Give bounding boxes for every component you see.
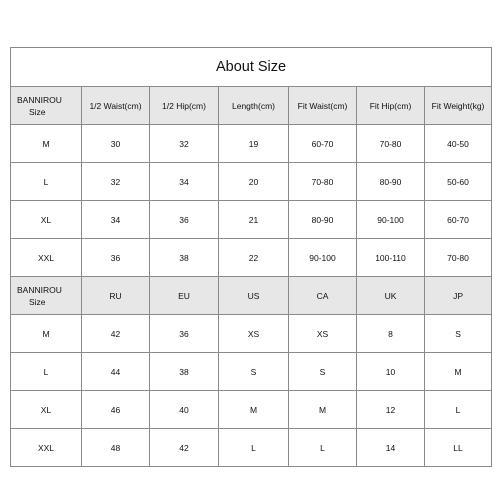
column-header: CA	[289, 277, 357, 315]
table-cell: 40	[150, 391, 219, 429]
table-cell: 32	[82, 163, 150, 201]
table-cell: 21	[219, 201, 289, 239]
table-cell: M	[219, 391, 289, 429]
table-cell: 36	[150, 315, 219, 353]
table-cell: 14	[357, 429, 425, 467]
table-cell: 42	[150, 429, 219, 467]
column-header: US	[219, 277, 289, 315]
table-cell: 22	[219, 239, 289, 277]
table-row	[11, 201, 492, 239]
table-cell: 10	[357, 353, 425, 391]
column-header: JP	[425, 277, 492, 315]
table-cell: 90-100	[289, 239, 357, 277]
table-row	[11, 315, 492, 353]
size-table	[10, 47, 492, 467]
table-cell: 48	[82, 429, 150, 467]
table-row	[11, 125, 492, 163]
column-header: Fit Weight(kg)	[425, 87, 492, 125]
table-cell: L	[289, 429, 357, 467]
table-row	[11, 239, 492, 277]
table-cell: 38	[150, 353, 219, 391]
size-label-cell: L	[11, 163, 82, 201]
table-cell: XS	[289, 315, 357, 353]
table-cell: 44	[82, 353, 150, 391]
table-cell: XS	[219, 315, 289, 353]
table-cell: 80-90	[357, 163, 425, 201]
size-label-cell: XL	[11, 391, 82, 429]
size-label-cell: XL	[11, 201, 82, 239]
column-header: 1/2 Waist(cm)	[82, 87, 150, 125]
table2-header-row	[11, 277, 492, 315]
table-cell: 90-100	[357, 201, 425, 239]
table-cell: 36	[150, 201, 219, 239]
table-cell: 34	[82, 201, 150, 239]
table-cell: 70-80	[289, 163, 357, 201]
table-cell: 70-80	[357, 125, 425, 163]
size-label-cell: XXL	[11, 429, 82, 467]
table-cell: S	[219, 353, 289, 391]
table-row	[11, 391, 492, 429]
table-cell: 40-50	[425, 125, 492, 163]
table-cell: L	[425, 391, 492, 429]
table-cell: 46	[82, 391, 150, 429]
table-cell: 32	[150, 125, 219, 163]
table-cell: M	[289, 391, 357, 429]
table-cell: 42	[82, 315, 150, 353]
size-label-cell: M	[11, 125, 82, 163]
table-cell: 19	[219, 125, 289, 163]
table-row	[11, 353, 492, 391]
size-label-cell: M	[11, 315, 82, 353]
table-cell: 34	[150, 163, 219, 201]
table-row	[11, 429, 492, 467]
table-cell: L	[219, 429, 289, 467]
table-cell: 60-70	[289, 125, 357, 163]
table-row	[11, 163, 492, 201]
table-cell: S	[425, 315, 492, 353]
table-cell: 36	[82, 239, 150, 277]
column-header: UK	[357, 277, 425, 315]
table-cell: LL	[425, 429, 492, 467]
table-cell: M	[425, 353, 492, 391]
table-title: About Size	[11, 48, 492, 87]
brand-size-header: BANNIROU Size	[11, 277, 82, 315]
table-cell: 80-90	[289, 201, 357, 239]
column-header: Fit Waist(cm)	[289, 87, 357, 125]
column-header: EU	[150, 277, 219, 315]
table-cell: 8	[357, 315, 425, 353]
brand-size-header: BANNIROU Size	[11, 87, 82, 125]
table-cell: 60-70	[425, 201, 492, 239]
table-cell: S	[289, 353, 357, 391]
table-cell: 50-60	[425, 163, 492, 201]
size-label-cell: L	[11, 353, 82, 391]
table-cell: 30	[82, 125, 150, 163]
column-header: Length(cm)	[219, 87, 289, 125]
table1-header-row	[11, 87, 492, 125]
size-label-cell: XXL	[11, 239, 82, 277]
table-cell: 12	[357, 391, 425, 429]
column-header: Fit Hip(cm)	[357, 87, 425, 125]
table-cell: 38	[150, 239, 219, 277]
size-chart	[10, 47, 491, 467]
column-header: 1/2 Hip(cm)	[150, 87, 219, 125]
table-cell: 70-80	[425, 239, 492, 277]
table-cell: 100-110	[357, 239, 425, 277]
table-cell: 20	[219, 163, 289, 201]
column-header: RU	[82, 277, 150, 315]
